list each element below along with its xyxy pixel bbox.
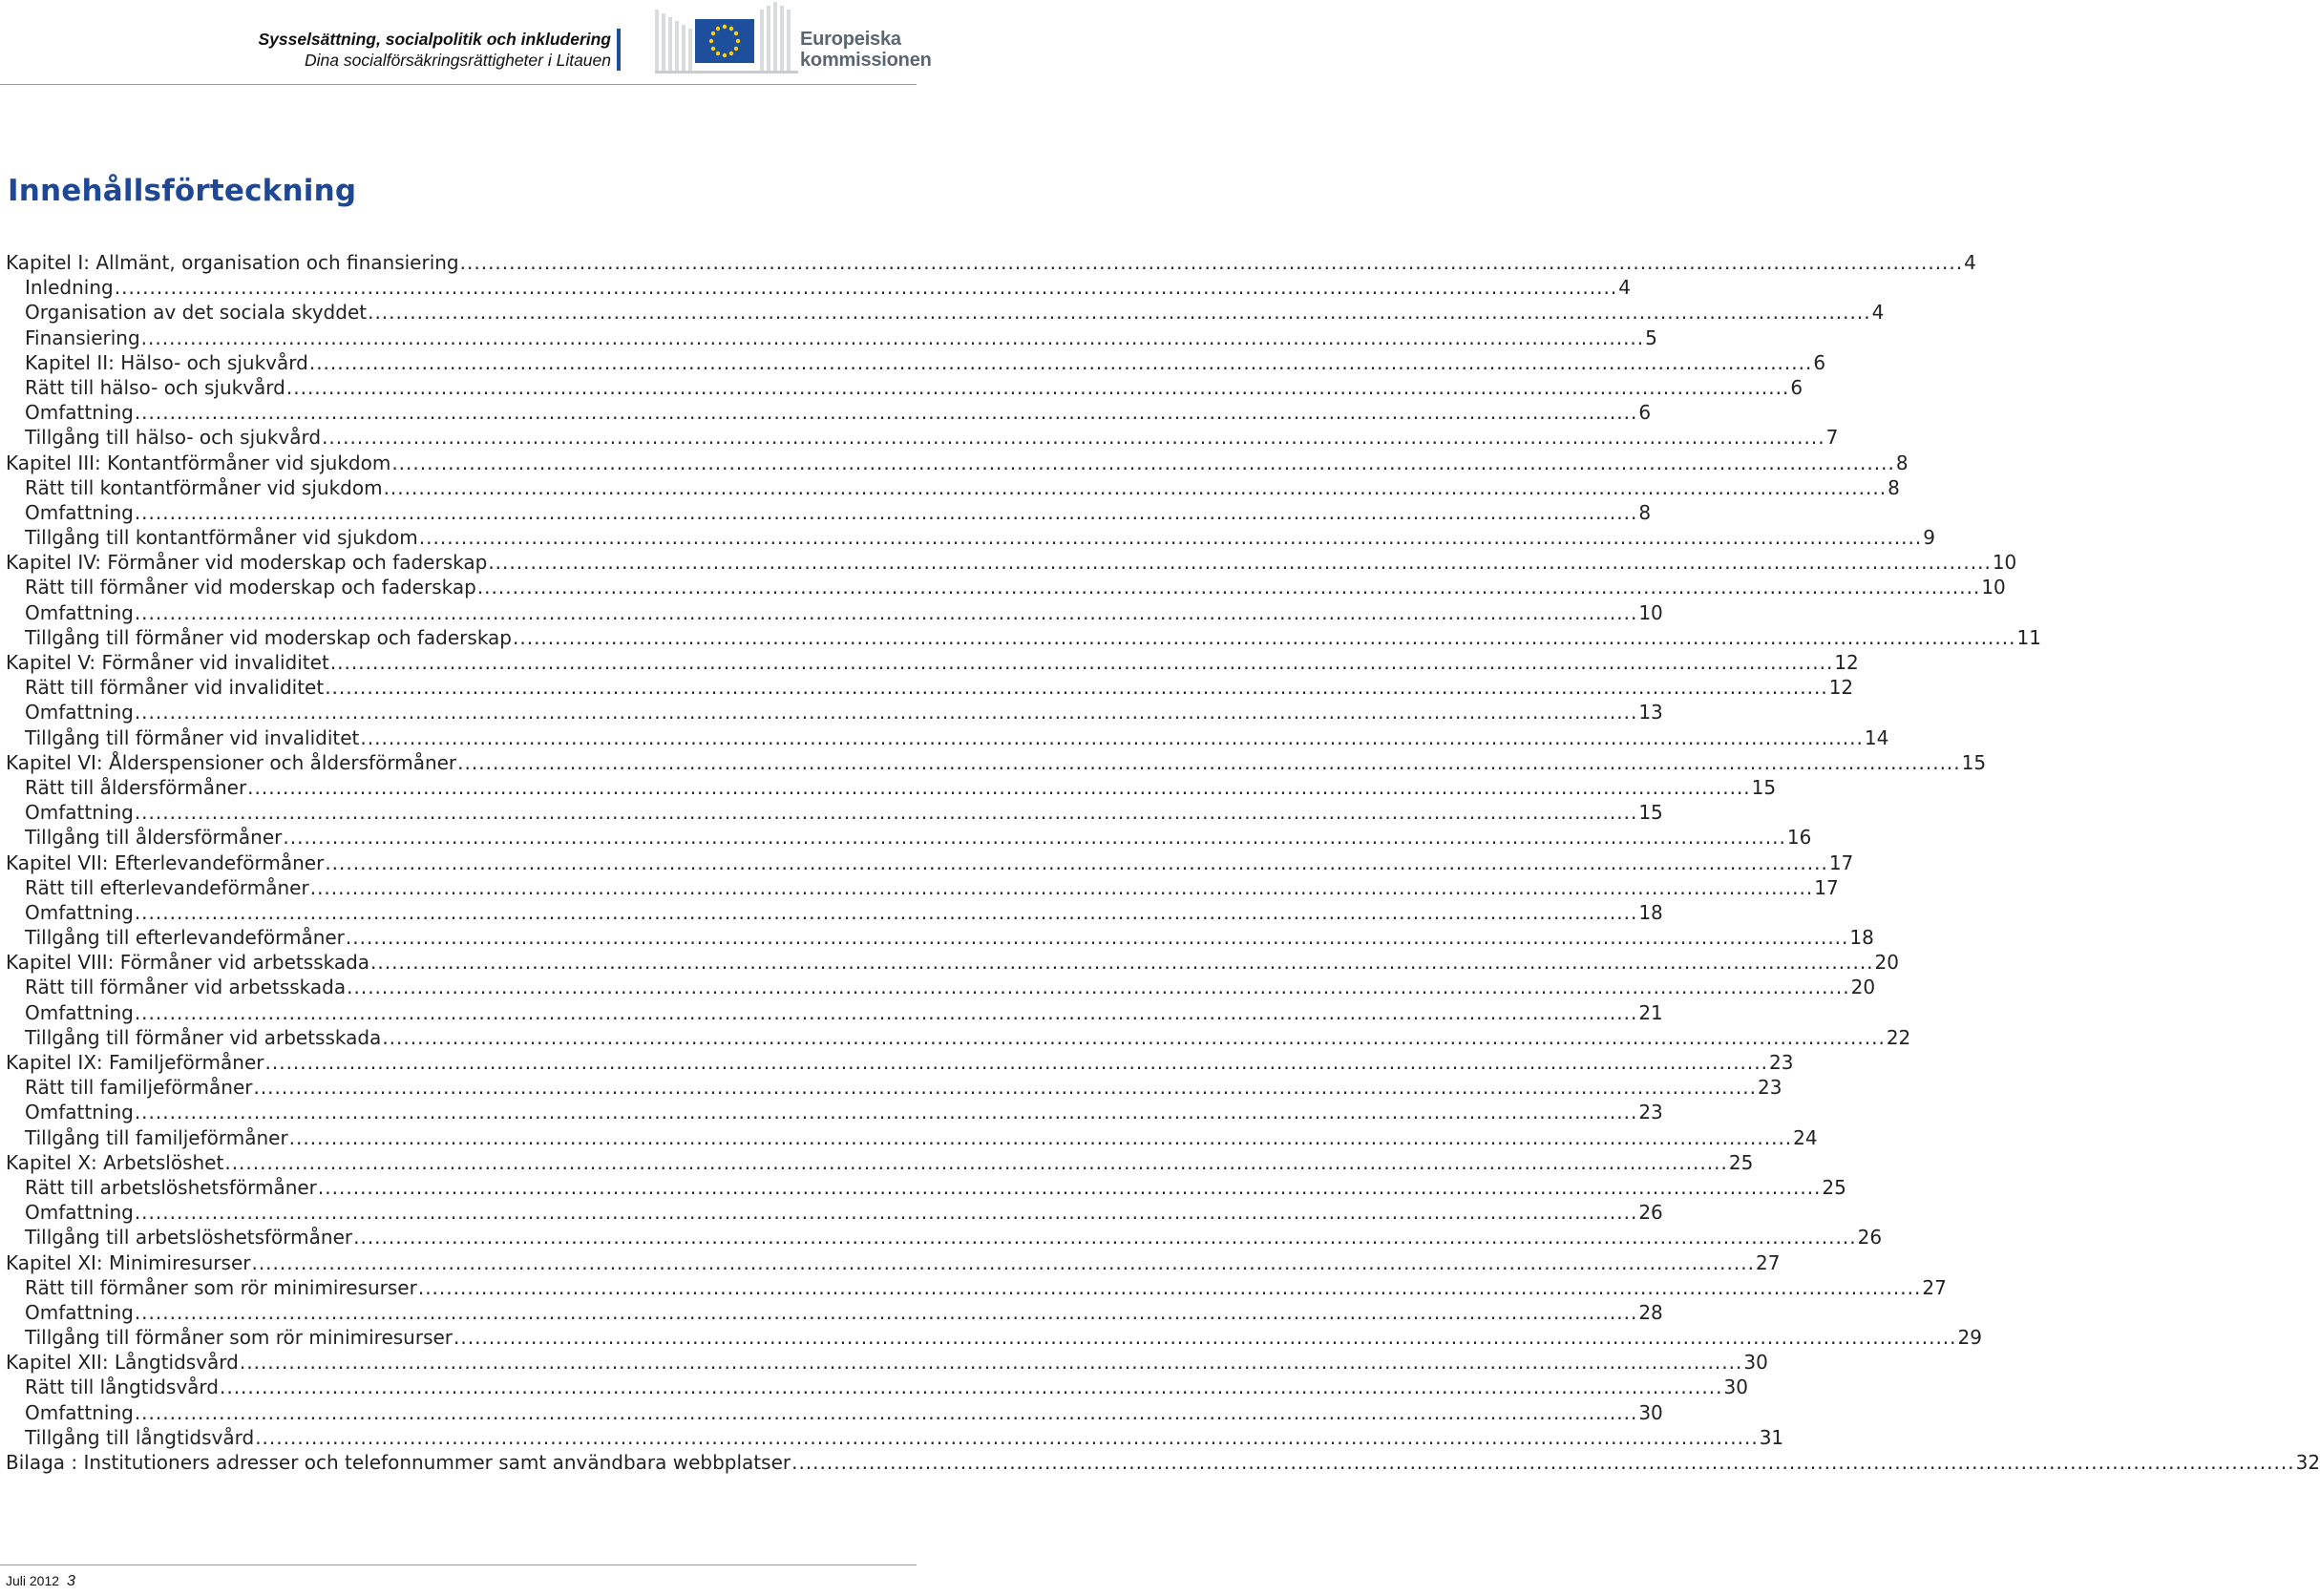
toc-entry-title: Rätt till åldersförmåner (25, 775, 247, 799)
toc-entry-title: Kapitel IX: Familjeförmåner (6, 1051, 264, 1074)
toc-dot-leader (419, 525, 1923, 550)
toc-entry[interactable] (6, 1025, 1911, 1050)
toc-entry[interactable] (6, 850, 1854, 875)
toc-entry-title: Kapitel XI: Minimiresurser (6, 1250, 251, 1274)
toc-page-number: 6 (1813, 350, 1826, 374)
toc-entry-title: Kapitel III: Kontantförmåner vid sjukdom (6, 451, 391, 474)
toc-entry-title: Tillgång till efterlevandeförmåner (25, 926, 345, 950)
toc-page-number: 10 (1981, 576, 2006, 599)
toc-dot-leader (220, 1375, 1723, 1399)
toc-dot-leader (513, 625, 2016, 650)
toc-page-number: 5 (1645, 326, 1657, 349)
toc-dot-leader (135, 700, 1638, 724)
toc-entry-title: Rätt till förmåner som rör minimiresurser (25, 1275, 417, 1299)
toc-entry-title: Rätt till arbetslöshetsförmåner (25, 1175, 317, 1199)
toc-page-number: 17 (1828, 850, 1854, 874)
toc-dot-leader (247, 775, 1751, 800)
toc-dot-leader (477, 575, 1981, 599)
toc-entry[interactable] (6, 950, 1899, 975)
toc-entry[interactable] (6, 650, 1859, 675)
toc-entry-title: Kapitel X: Arbetslöshet (6, 1150, 224, 1174)
toc-page-number: 10 (1992, 551, 2017, 575)
toc-entry-title: Kapitel XII: Långtidsvård (6, 1351, 239, 1375)
toc-entry-title: Omfattning (25, 1201, 134, 1225)
toc-entry[interactable] (6, 625, 2041, 650)
toc-entry[interactable] (6, 475, 1900, 500)
toc-entry-title: Omfattning (25, 1300, 134, 1324)
toc-page-number: 26 (1638, 1201, 1663, 1225)
toc-entry[interactable] (6, 1150, 1754, 1175)
toc-dot-leader (286, 375, 1790, 400)
toc-entry-title: Inledning (25, 276, 114, 300)
toc-entry[interactable] (6, 975, 1876, 999)
toc-page-number: 12 (1828, 676, 1854, 700)
toc-page-number: 24 (1793, 1125, 1818, 1149)
toc-entry-title: Bilaga : Institutioners adresser och telefonnummer samt användbara webbplatser (6, 1451, 791, 1474)
toc-entry-title: Tillgång till förmåner vid invaliditet (25, 725, 360, 749)
toc-entry[interactable] (6, 1050, 1794, 1075)
toc-entry[interactable] (6, 525, 1935, 550)
toc-heading: Innehållsförteckning (8, 174, 357, 208)
toc-page-number: 30 (1743, 1351, 1768, 1375)
toc-page-number: 6 (1790, 375, 1803, 399)
header-divider (617, 29, 621, 71)
toc-entry[interactable] (6, 1100, 1663, 1124)
toc-entry[interactable] (6, 875, 1839, 900)
toc-entry[interactable] (6, 675, 1854, 700)
toc-entry-title: Kapitel IV: Förmåner vid moderskap och faderskap (6, 551, 488, 575)
toc-dot-leader (368, 300, 1871, 325)
toc-entry-title: Finansiering (25, 326, 140, 349)
toc-entry-title: Tillgång till förmåner vid arbetsskada (25, 1025, 382, 1049)
toc-page-number: 23 (1769, 1051, 1794, 1074)
toc-dot-leader (418, 1275, 1922, 1300)
toc-dot-leader (289, 1125, 1793, 1150)
toc-page-number: 10 (1638, 600, 1663, 624)
toc-entry[interactable] (6, 575, 2006, 599)
toc-dot-leader (488, 550, 1992, 575)
toc-entry-title: Omfattning (25, 500, 134, 524)
toc-page-number: 13 (1638, 701, 1663, 724)
toc-page-number: 27 (1922, 1275, 1947, 1299)
toc-entry[interactable] (6, 1000, 1663, 1025)
toc-page-number: 27 (1755, 1250, 1781, 1274)
toc-dot-leader (322, 425, 1825, 450)
toc-entry-title: Kapitel I: Allmänt, organisation och finansiering (6, 251, 459, 274)
toc-entry[interactable] (6, 725, 1889, 750)
header-title: Sysselsättning, socialpolitik och inkludering (258, 30, 611, 49)
toc-entry-title: Omfattning (25, 1000, 134, 1024)
toc-entry[interactable] (6, 550, 2017, 575)
toc-dot-leader (325, 675, 1828, 700)
toc-entry-title: Tillgång till familjeförmåner (25, 1125, 288, 1149)
toc-dot-leader (135, 800, 1638, 825)
toc-entry[interactable] (6, 775, 1777, 800)
toc-entry[interactable] (6, 500, 1652, 525)
toc-page-number: 30 (1638, 1400, 1663, 1424)
toc-dot-leader (370, 950, 1874, 975)
toc-page-number: 4 (1964, 251, 1976, 274)
toc-page-number: 9 (1923, 526, 1935, 550)
toc-dot-leader (791, 1450, 2295, 1475)
toc-entry[interactable] (6, 350, 1826, 375)
toc-entry-title: Tillgång till kontantförmåner vid sjukdom (25, 526, 418, 550)
toc-entry[interactable] (6, 326, 1657, 350)
footer-date: Juli 2012 (6, 1573, 60, 1588)
toc-page-number: 21 (1638, 1000, 1663, 1024)
toc-dot-leader (353, 1225, 1857, 1250)
toc-page-number: 17 (1814, 875, 1839, 899)
toc-dot-leader (135, 400, 1638, 425)
toc-entry[interactable] (6, 275, 1631, 300)
toc-entry[interactable] (6, 1225, 1883, 1250)
toc-entry-title: Kapitel II: Hälso- och sjukvård (25, 350, 308, 374)
toc-dot-leader (141, 326, 1645, 350)
toc-entry[interactable] (6, 1425, 1784, 1450)
toc-dot-leader (224, 1150, 1728, 1175)
toc-entry[interactable] (6, 300, 1885, 325)
toc-dot-leader (115, 275, 1618, 300)
toc-entry[interactable] (6, 900, 1663, 925)
toc-page-number: 8 (1895, 451, 1909, 474)
page-footer (6, 1573, 75, 1590)
toc-dot-leader (283, 825, 1786, 850)
toc-entry-title: Kapitel VIII: Förmåner vid arbetsskada (6, 951, 370, 975)
toc-entry-title: Rätt till förmåner vid moderskap och faderskap (25, 576, 476, 599)
toc-page-number: 15 (1961, 750, 1987, 774)
toc-dot-leader (240, 1350, 1743, 1375)
toc-page-number: 15 (1638, 801, 1663, 825)
toc-dot-leader (255, 1425, 1759, 1450)
toc-entry[interactable] (6, 400, 1652, 425)
logo-line-2: kommissionen (800, 50, 932, 71)
toc-entry[interactable] (6, 925, 1874, 950)
toc-dot-leader (135, 900, 1638, 925)
toc-dot-leader (330, 650, 1834, 675)
toc-entry-title: Omfattning (25, 600, 134, 624)
toc-dot-leader (135, 1300, 1638, 1325)
toc-entry-title: Rätt till förmåner vid arbetsskada (25, 976, 347, 999)
toc-dot-leader (135, 1400, 1638, 1425)
toc-page-number: 18 (1638, 900, 1663, 924)
toc-dot-leader (347, 975, 1850, 999)
toc-list (6, 250, 2320, 1475)
page-header (0, 0, 932, 85)
toc-entry[interactable] (6, 1125, 1818, 1150)
toc-page-number: 6 (1638, 401, 1652, 425)
toc-page-number: 12 (1834, 651, 1859, 674)
toc-dot-leader (253, 1075, 1757, 1100)
toc-dot-leader (135, 500, 1638, 525)
toc-dot-leader (457, 750, 1961, 775)
toc-entry-title: Omfattning (25, 401, 134, 425)
toc-entry-title: Tillgång till långtidsvård (25, 1425, 255, 1449)
toc-page-number: 11 (2016, 625, 2041, 649)
toc-dot-leader (265, 1050, 1769, 1075)
toc-entry[interactable] (6, 825, 1812, 850)
header-subtitle: Dina socialförsäkringsrättigheter i Litauen (305, 51, 611, 70)
toc-entry-title: Rätt till kontantförmåner vid sjukdom (25, 475, 383, 499)
toc-dot-leader (318, 1175, 1822, 1200)
toc-entry-title: Rätt till hälso- och sjukvård (25, 375, 285, 399)
toc-entry-title: Tillgång till hälso- och sjukvård (25, 426, 322, 450)
toc-dot-leader (251, 1250, 1755, 1275)
toc-entry[interactable] (6, 1450, 2320, 1475)
toc-dot-leader (135, 1100, 1638, 1124)
toc-entry[interactable] (6, 451, 1909, 475)
toc-page-number: 23 (1638, 1101, 1663, 1124)
toc-page-number: 8 (1888, 475, 1900, 499)
toc-dot-leader (135, 1200, 1638, 1225)
toc-entry-title: Rätt till efterlevandeförmåner (25, 875, 309, 899)
toc-page-number: 25 (1822, 1175, 1846, 1199)
toc-entry[interactable] (6, 1200, 1663, 1225)
toc-entry-title: Omfattning (25, 900, 134, 924)
toc-page-number: 18 (1849, 926, 1874, 950)
toc-dot-leader (360, 725, 1864, 750)
toc-entry-title: Rätt till förmåner vid invaliditet (25, 676, 325, 700)
toc-page-number: 30 (1723, 1376, 1748, 1399)
toc-dot-leader (391, 451, 1895, 475)
logo-line-1: Europeiska (800, 29, 901, 50)
toc-page-number: 4 (1871, 301, 1885, 325)
toc-page-number: 7 (1825, 426, 1839, 450)
toc-entry[interactable] (6, 700, 1663, 724)
toc-entry[interactable] (6, 750, 1987, 775)
toc-page-number: 28 (1638, 1300, 1663, 1324)
toc-page-number: 29 (1957, 1326, 1982, 1350)
toc-dot-leader (346, 925, 1849, 950)
toc-entry-title: Omfattning (25, 801, 134, 825)
toc-entry[interactable] (6, 1375, 1748, 1399)
toc-entry[interactable] (6, 800, 1663, 825)
toc-entry-title: Tillgång till åldersförmåner (25, 826, 283, 850)
toc-dot-leader (460, 250, 1964, 275)
toc-page-number: 14 (1864, 725, 1889, 749)
toc-entry-title: Tillgång till förmåner som rör minimiresurser (25, 1326, 453, 1350)
toc-entry[interactable] (6, 1350, 1768, 1375)
toc-entry-title: Kapitel VII: Efterlevandeförmåner (6, 850, 325, 874)
toc-dot-leader (135, 1000, 1638, 1025)
header-text-block (258, 29, 611, 71)
toc-entry-title: Omfattning (25, 1101, 134, 1124)
toc-page-number: 20 (1874, 951, 1899, 975)
toc-page-number: 32 (2295, 1451, 2320, 1474)
toc-entry[interactable] (6, 1400, 1663, 1425)
toc-entry[interactable] (6, 1175, 1846, 1200)
toc-page-number: 4 (1618, 276, 1631, 300)
toc-entry-title: Tillgång till arbetslöshetsförmåner (25, 1226, 353, 1250)
toc-page-number: 23 (1757, 1076, 1782, 1100)
toc-page-number: 22 (1886, 1025, 1911, 1049)
toc-entry-title: Kapitel V: Förmåner vid invaliditet (6, 651, 329, 674)
toc-page-number: 8 (1638, 500, 1652, 524)
toc-entry[interactable] (6, 1300, 1663, 1325)
toc-dot-leader (135, 600, 1638, 625)
toc-entry[interactable] (6, 600, 1663, 625)
toc-page-number: 25 (1728, 1150, 1754, 1174)
toc-dot-leader (453, 1325, 1957, 1350)
toc-entry[interactable] (6, 425, 1839, 450)
toc-page-number: 15 (1751, 775, 1777, 799)
logo-wordmark (800, 29, 932, 71)
toc-dot-leader (384, 475, 1888, 500)
toc-page-number: 20 (1850, 976, 1876, 999)
toc-dot-leader (325, 850, 1828, 875)
toc-dot-leader (309, 350, 1813, 375)
toc-entry-title: Rätt till långtidsvård (25, 1376, 219, 1399)
toc-entry[interactable] (6, 1275, 1947, 1300)
toc-entry-title: Organisation av det sociala skyddet (25, 301, 368, 325)
toc-entry-title: Omfattning (25, 701, 134, 724)
toc-page-number: 26 (1857, 1226, 1883, 1250)
toc-entry-title: Rätt till familjeförmåner (25, 1076, 253, 1100)
toc-entry[interactable] (6, 1325, 1982, 1350)
toc-entry[interactable] (6, 250, 1976, 275)
toc-entry[interactable] (6, 1075, 1782, 1100)
toc-page-number: 16 (1786, 826, 1812, 850)
toc-entry-title: Tillgång till förmåner vid moderskap och faderskap (25, 625, 512, 649)
footer-page-number: 3 (67, 1573, 75, 1589)
toc-entry[interactable] (6, 1250, 1781, 1275)
toc-entry[interactable] (6, 375, 1803, 400)
toc-entry-title: Omfattning (25, 1400, 134, 1424)
toc-dot-leader (310, 875, 1814, 900)
toc-entry-title: Kapitel VI: Ålderspensioner och åldersförmåner (6, 750, 457, 774)
footer-divider (0, 1564, 917, 1565)
toc-page-number: 31 (1759, 1425, 1784, 1449)
toc-dot-leader (382, 1025, 1886, 1050)
